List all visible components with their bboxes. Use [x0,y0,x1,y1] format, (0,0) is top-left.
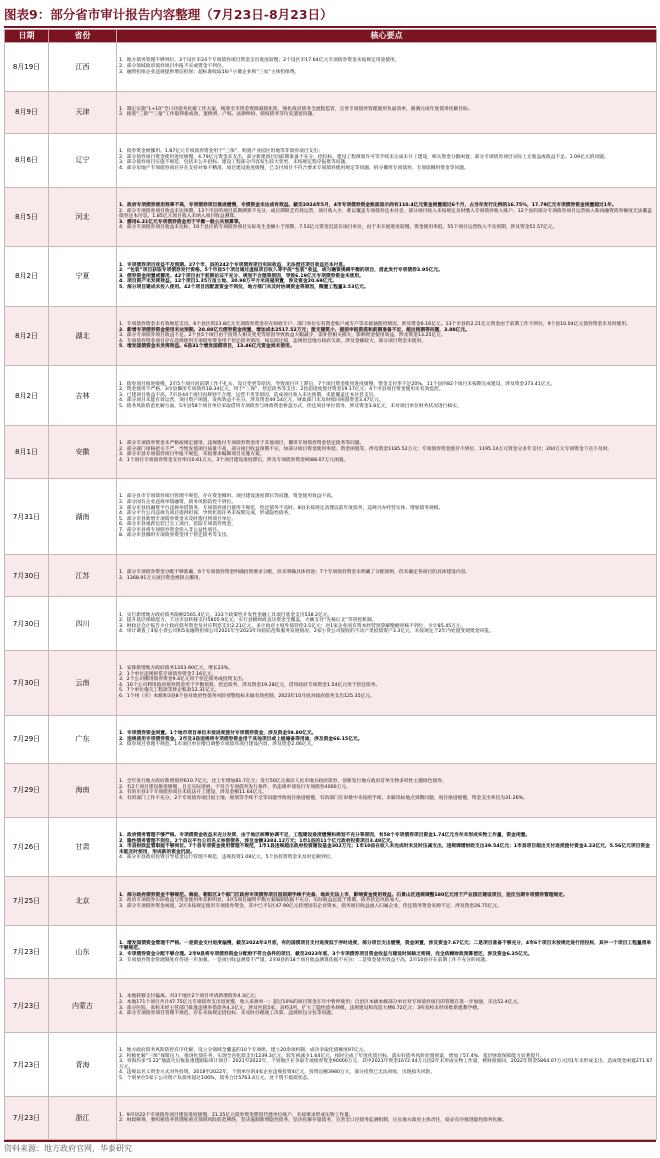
table-row [5,247,657,307]
row-content [117,425,657,479]
row-date: 7月29日 [5,715,49,764]
header-content: 核心要点 [117,30,657,43]
content-line: 1．安排新增地方政府债务1203.90亿元，增长23%。 [119,666,233,672]
row-region: 天津 [49,91,117,134]
row-content [117,306,657,366]
row-region: 广东 [49,715,117,764]
row-region: 辽宁 [49,134,117,188]
content-line: 4．项目资产未发挥效益。12个项目1.35万亩土地、30.98万平方米房屋闲置，涉及资金20.69亿元。 [119,279,337,285]
content-line: 2．本地171个项目共计47.75亿元专项债券支出进度慢，收入来源单一；超过10%的项目资金在年中暂停使用；自治区本级本级部分单位对专项债券项目的管理在进一步加强，未达52.4亿元。 [119,1000,523,1006]
content-line: 1．专项债券资金闲置。1个地市项目单位未按进度拨付专项债券资金，涉及资金59.80亿元。 [119,731,317,737]
row-region: 内蒙古 [49,979,117,1033]
row-date: 7月23日 [5,925,49,979]
content-line: 3．财政总会计报告少计政府债务资金及对应利息支出2.21亿元，多计政府主权外债待偿3.5亿元；对1家企业国有资本经营预算解缴额审核不到位，少计85.45万元。 [119,623,466,629]
table-row [5,134,657,188]
row-content [117,651,657,716]
row-date: 7月25日 [5,877,49,926]
table-row [5,187,657,247]
content-line: 3．有的市县3个专项债券项目未依法开工建设，涉及金额11.64亿元。 [119,790,267,796]
content-line: 5．个别单位5家子公司资产负债率超过100%，债务合计5763.4万元，处于资不抵债状态。 [119,1075,312,1081]
content-line: 5．部分项目建成未投入使用。42个项目因配套资金不到位，地方部门未及时协调资金等原因，搁置工程量3.53亿元。 [119,284,369,290]
title-rule [4,26,656,28]
content-line: 2．推进“三新”“三量”工作取得新成效，置换到、产权、法律纠纷、债权债务等历史遗留问题。 [119,112,318,118]
content-line: 2．1368.91万元项目资金被挤占挪用。 [119,575,204,581]
row-content [117,247,657,307]
content-line: 3．债券资金闲置或挪用。42个项目由于前期论证不充分、规划不合理等原因，导致6.19亿元专项债券资金未使用。 [119,273,364,279]
table-row [5,764,657,818]
row-date: 8月2日 [5,247,49,307]
table-row [5,925,657,979]
table-row [5,979,657,1033]
row-content [117,366,657,426]
content-line: 1．部分县市专项债券项目管理不规范，存在资金挪用、项目建设进度滞后等问题，资金使用效益不高。 [119,494,336,500]
row-content [117,1032,657,1097]
content-line: 2．违规使用专项债券资金。2市及3县违规将专项债券资金用于其他项目或上级储备等用途，涉及资金66.15亿元。 [119,736,363,742]
row-date: 8月5日 [5,187,49,247]
table-row [5,91,657,134]
table-row [5,306,657,366]
row-date: 8月9日 [5,91,49,134]
table-row [5,651,657,716]
content-line: 2．部分专项债券项目收益未达预期，13个市县的项目前期测算不充分，或后期缺乏有效运营，项目收入少，难以覆盖专项债券还本付息，部分项目收入未按规定及时缴入专项债券收入账户。12个县的部分专项债券项目运营收入和再融资债券额度无法覆盖债券还本付息。1.85亿元项目收入未纳入项目收益测算。 [119,208,652,220]
row-content [117,925,657,979]
content-line: 3．部分专项债券资金闲置。2区未按规定使用专项债券资金，其中已平1区47.90亿元转增国有企业资本，债务项目收益流入归属企业，偿还债务资金来源不足，涉及资金26.75亿元。 [119,903,503,909]
content-line: 6．部分市县重新包装已完工项目，套取专项债券资金。 [119,522,237,528]
row-date: 7月26日 [5,817,49,877]
content-line: 1．地方债务管理不够到位。3个设区市24个专项债券项目资金支出进度较慢；2个设区市17.64亿元专项债券资金未按规定用途使用。 [119,58,400,64]
content-line: 4．部分项目未能有效运营，项目资产闲置，发挥效益不充分。涉及资金49.54亿元，财政部门未及时收回闲置资金3.47亿元。 [119,398,384,404]
row-region: 吉林 [49,366,117,426]
content-line: 2．财政统筹，要织密债务管理和重点领域风险防范网络，坚决遏制新增隐性债务，坚决化解存量债务，完善全口径债务监测机制，压实地方政府主体责任，稳妥有序推进隐性债务化解。 [119,1118,507,1124]
row-content [117,479,657,555]
row-date: 8月2日 [5,366,49,426]
content-line: 7．部分市县将专项债券资金投入非公益性项目。 [119,527,222,533]
content-line: 4．部分平台公司违规为项目提供担保，导致化债任务未按期完成，形成隐性债务。 [119,511,294,517]
content-line: 2．提升基层保障能力，下达市县转移支付5805.9亿元，实行县级财政直达资金全覆盖，大额支付“先核后支”等管控机制。 [119,618,377,624]
content-line: 1．全年发行地方政府新增债券610.7亿元，比上年增加81.7亿元；发行50亿元离岸人民币地方政府债券，创新发行地方政府首单生物多样性主题绿色债券。 [119,779,447,785]
content-line: 2．隐性债务管理不到位。2个县以平台公司名义举借债务，涉及金额3383.12万元；1市1县的11个亿元政府投资项目3.48亿元。 [119,838,396,844]
content-line: 4．有的部门工作不充分，2个专项债券项目因土地、规划等手续不全等问题导致项目推进缓慢，有的部门在审批中未按照手续、未解决标地点到期问题，项目推进缓慢，资金支出率仅为31.26%。 [119,795,528,801]
content-line: 1．增发国债资金管理不严格。一是资金支付进度偏慢，截至2024年3月底，有的国债项目支付进度低于序时进度，部分项目支出缓慢，资金闲置，涉及资金7.67亿元；二是项目准备不够充分，4市6个项目未按规定进行招投标，其中一个项目工程量清单不够规范。 [119,940,652,952]
row-region: 云南 [49,651,117,716]
table-row [5,715,657,764]
content-line: 1．债券项目推进缓慢。2市5个项目因前期工作不扎实，设计变更等原因，导致项目开工滞后，7个项目资金使用进度缓慢，资金支付率不足20%，11个县的82个项目未按期完成建设，涉及资金373.41亿元。 [119,381,556,387]
row-region: 江苏 [49,554,117,597]
content-line: 1．债券资金被挪用。1.87亿元专项债券资金用于“三保”、购置产业园区用地等非债券项目支出； [119,149,323,155]
content-line: 3．挪用6.31亿元专项债券资金用于平衡一般公共预算等。 [119,219,244,225]
row-region: 北京 [49,877,117,926]
row-date: 7月29日 [5,764,49,818]
content-line: 1．专项债券资金未有效规范支出。6个县区的23.8亿元专项债券资金存在财政专户、部门单位实有资金账户或专户等未接通使用情况，涉及资金6.16亿元。13个市县的2.21亿元资金由于前期工作不到位，9个县10.04亿元债券资金未及时使用。 [119,322,631,328]
row-content [117,715,657,764]
table-row [5,1097,657,1140]
content-line: 3．部分债券项目实施不规范，包括未公开招标、建设工程部分内容发生较大变更、未按规定程序报批等问题。 [119,160,351,166]
row-region: 宁夏 [49,247,117,307]
table-row [5,366,657,426]
table-row [5,817,657,877]
header-date: 日期 [5,30,49,43]
row-region: 甘肃 [49,817,117,877]
row-region: 青海 [49,1032,117,1097]
content-line: 5．部分市县新增专项债券资金未及时拨付到项目单位。 [119,516,237,522]
row-region: 山东 [49,925,117,979]
content-line: 3．部分专项债券项目收益不足。2个县5个项目由于投资人相关变更等原因导致收益大幅减少，需补偿相关损失，影响资金使用效益，涉及资金13.25亿元。 [119,333,446,339]
content-line: 1．实行新增地方政府债务限额2565.4亿元，333个政策性开发性金融工具项目基金支出538.2亿元。 [119,612,333,618]
content-line: 2．部分债券项目资金使用进度缓慢，4.79亿元资金未支出，部分新建项目因前期准备不充分、招投标、建设工程规划许可等手续未完成未开工建设，相关资金分散闲置；部分专项债券项目实际上无收益或收益不足。1.09亿元的问题。 [119,154,609,160]
content-line: 5．债务风险防范化解方面。5市县58个项目单位采取借用专项债券与财政资金拼盘方式，偿还项目单位债务，涉及资金3.8亿元，未对项目单位财务状况进行核实。 [119,403,462,409]
content-line: 6．1个州（市）本级和3县8个县对政府性债务风险预警指标未做有效控制，2023年10月底对政府债务支出125.35亿元。 [119,693,375,699]
row-content [117,877,657,926]
content-line: 4．部分专项债券项目管理不规范，存在未按规定招投标、未及时办理竣工决算、违规转包分包等问题。 [119,1011,336,1017]
content-line: 3．2个公司挪用债券资金9.4亿元用于偿还债务或投资支出。 [119,677,247,683]
table-row [5,877,657,926]
content-line: 3．融资担保企业违规提供增信担保；超标准收取16户小微企业和“三农”主体担保费。 [119,69,300,75]
content-line: 1．9市县22个专项债券项目建设进度缓慢，21.25亿元债券资金滞留代建单位账户，未按要求形成实物工作量。 [119,1112,354,1118]
content-line: 1．专项债券项目收益不及预期。27个市、县的242个专项债券项目实际收益，无法偿还项目收益还本付息。 [119,262,348,268]
row-region: 湖南 [49,479,117,555]
row-content [117,134,657,188]
row-content [117,1097,657,1140]
row-region: 湖北 [49,306,117,366]
content-line: 2．1个单位违规拆借专项债券资金7.16亿元。 [119,671,217,677]
content-line: 2．积极化解“三保”保障压力，推进化债任务，实现全省化债支出1239.3亿元，较年初减少1.64亿元，按时完成了年度化债目标，落实好债务风险处置预案，增加了57.4%，基层财政保障能力显著提升。 [119,1053,545,1059]
row-region: 河北 [49,187,117,247]
row-content [117,597,657,651]
content-line: 1．部分政府债券资金不够规范。海淀、朝阳区3个部门区政府专项债券项目因前期手续不完备、地块无法上市，影响资金使用效益。石景山区违规调整180亿元用于产业园区建设项目，违反当期专项债券管理规定。 [119,892,568,898]
row-date: 7月31日 [5,479,49,555]
content-line: 2．有2个项目建设推进缓慢，且无实际进展，不符合专项债券发行条件，仍违规申请发行专项债券4000万元。 [119,784,351,790]
content-line: 4．部分专项债券项目收益未达标，10个县区的专项债券项目实际发生金额小于预期，7.53亿元资金沉淀在项目单位，由于未开展进度较慢、资金使用率低，55个项目运营收入不及预期，涉及资金51.57亿元。 [119,225,558,231]
content-line: 3．市县财政监管职能不够到位。7个县专项资金使用管理不规范，1市1县违规超出政府投资建设基金302万元；1市10县在收入未完成时未及时压减支出，违规调增财政支出39.54亿元；1市县项目超出支付进度拨付资金3.23亿元，5.56亿元项目资金未能及时使用，形成新的资金沉淀。 [119,844,650,855]
content-line: 4．部分市县政府投资引导基金运行管理不规范，违规投资1.08亿元、5个县投资资金未及时足额到位。 [119,855,336,861]
content-line: 4．部分房地产专项债券项目存在支持对象不精准，项目建设进度缓慢，已支付项目不符合要求专项债券使用规定等问题，拆分挪用专项债券、专项债挪用资金等问题。 [119,165,469,171]
content-line: 1．部分专项债券资金分配不够准确，6个专项债券资金明确投资要求分配，但未明确具体用途；7个专项债券资金未明确了分配原则，但未确定各项目的具体建设内容。 [119,570,471,576]
content-line: 2．“包装”项目获取专项债券发行资格。5个市县5个项目通过虚报项目收入等手段“包装”收益，或与融资规模平衡的项目，借此发行专项债券3.95亿元。 [119,268,443,274]
content-line: 4．1个项目专项债券资金支付率仅0.61万元，3个项目建设进度滞后，涉及专项债券资金9588.07万元闲置。 [119,457,349,463]
content-line: 3．部分医院、高校未经主管部门批准违规举借债务4.3亿元，涉及医院5家、高校3所，扩大了隐性债务规模，违规建设和改造大楼6.72亿元；3所高校未经审批新建教学楼。 [119,1005,482,1011]
row-content [117,187,657,247]
content-line: 2．新增专项债券资金使用未达预期。20.88亿元债券资金闲置，增加成本2517.52万元；拨支建筑小、提前申报资质和前期准备不足、超出预期等问题，3.88亿元。 [119,327,470,333]
audit-report-table [4,29,657,1140]
content-line: 8．部分市县挪用专项债券资金用于偿还债务等支出。 [119,533,232,539]
row-date: 7月30日 [5,597,49,651]
row-date: 8月6日 [5,134,49,188]
content-line: 2．资金使用不严格。3市县挪用专项债券18.34亿元，用于“三保”、偿还债务等支出；2县超进度拨付资金19.17亿元；4个市县项目资金使用未有效监控。 [119,387,444,393]
content-line: 3．部分市县投融资平台违规举借债务，专项债券项目使用不规范，偿还债务不及时。8县未按规定清理以前年度债务，违规兴办经营实体、增加债务规模。 [119,505,444,511]
content-line: 4．审计调查了4家小贷公司和5家融资担保公司2021年至2023年风险防范和服务发展情况。2家小贷公司接收的不动产类抵债资产3.3亿元，未按规定于2年内处置变现资金回笼。 [119,629,494,635]
row-content [117,43,657,92]
table-row [5,554,657,597]
content-line: 3．债券项目管理不规范，1市项目单位擅自调整专项债券项目建设内容，涉及资金2.06亿元。 [119,742,317,748]
row-date: 7月23日 [5,979,49,1033]
content-line: 1．政府债务管理不够严格。专项债资金收益未充分发挥，由于地区统筹协调不足，工程建设进度缓慢和规划不充分等原因，有58个专项债券项目资金1.74亿元当年未形成实物工作量，资金闲置。 [119,833,531,839]
content-line: 3．部分市县专项债券项目申报不规范，未按要求编制项目实施方案。 [119,452,265,458]
content-line: 2．专项债券资金分配不够合理。2市9县将专项债券资金分配给不符合条件的项目，截至2023年底，3个专项债券项目资金收益与建设时间缺乏衔接，完全依赖财政预算偿还，涉及资金6.35亿元。 [119,952,533,958]
figure-title: 图表9：部分省市审计报告内容整理（7月23日-8月23日） [4,7,333,22]
row-content [117,91,657,134]
row-content [117,979,657,1033]
content-line: 1．制定实施“1+10”全口径债务化解工作方案，统筹全市资金资源减债化险，强化政府债务全流程监管，完善专项债券管理使用负面清单，圆满完成年度债务化解目标。 [119,106,473,112]
content-line: 2．部分国有企业违规举债融资，债务风险防控不到位。 [119,500,237,505]
row-region: 安徽 [49,425,117,479]
row-date: 8月19日 [5,43,49,92]
content-line: 3．青海玛多“5.22”地震灾后恢复重建跟踪审计项目：2021至2022年，个别地区在争取专项债券资金90000万元，其中2021年资金1672.44万元因2年未形成实物工作量，被财政收回，2022年资金5864.07万元因1年未形成支出，造成资金闲置271.67万元。 [119,1059,653,1070]
content-line: 4．10个公司利用政府债券资金用于平衡预算、偿还债务，涉及资金19.28亿元，借用政府专项资金1.54亿元用于偿还债务。 [119,682,381,688]
content-line: 1．地方政府债务风险防控有序化解，设立分领域全覆盖的10个专项组，建立20余项机制，成功争取化债额度97亿元。 [119,1047,369,1053]
row-date: 7月23日 [5,1032,49,1097]
row-date: 8月2日 [5,306,49,366]
content-line: 4．专项债券资金项目存在违规使用专项债券资金用于偿还债务情况，如以债还债，违规偿还地方政府欠款，涉及金额较大，部分项目资金未使用。 [119,338,427,344]
row-content [117,764,657,818]
table-row [5,425,657,479]
row-region: 海南 [49,764,117,818]
content-line: 2．政府专项债券实际收益与资金使用率差距明显，3区5项目融资平衡方案编制依据不充分，实际收益远低于预期，债务偿还风险加大。 [119,898,404,904]
content-line: 3．已建项目收益不高。7市县44个项目因规划不合理、运营不善等原因，造成项目收入未达预期，未能覆盖还本付息支出。 [119,392,379,398]
table-header-row [5,30,657,43]
content-line: 4．违规以名义资金方式对外投资。2018至2022年，个别单位的4家企业违规投资4亿元，投资总额3980万元，部分投资已无法回收，出现损失风险。 [119,1070,436,1076]
content-line: 2．部分部门审核把关不严，导致发债项目质量不高，部分项目收益预期不实，如部分项目资金使用率低、资金闲置等，涉及资金1185.52万元；专项债券资金拨付不到位，1195.14万元资金分多年支付；204万元专项资金下达不及时。 [119,446,613,452]
row-region: 四川 [49,597,117,651]
content-line: 3．专项债券资金管理制度有待进一步加强。一是项目收益测算不严谨，2市8县的18个项目收益测算依据不充分；二是资金使用效益不高，2市10县存在前期工作不充分的问题。 [119,957,490,963]
table-row [5,43,657,92]
table-row [5,597,657,651]
content-line: 5．增发国债资金未发挥效益。6县31个增发国债项目，13.46亿元资金尚未使用。 [119,344,295,350]
content-line: 2．部分领域政府债券项目申报不实或资金不到位。 [119,64,227,69]
content-line: 1．部分专项债券资金未严格按规定使用，违规拨付专项债券资金用于其他项目，挪用专项债券资金偿还债务等问题。 [119,441,365,446]
row-date: 7月30日 [5,554,49,597]
table-row [5,1032,657,1097]
row-date: 7月23日 [5,1097,49,1140]
table-row [5,479,657,555]
header-region: 省份 [49,30,117,43]
source-note: 资料来源：地方政府官网，华泰研究 [4,1144,132,1153]
row-content [117,817,657,877]
row-date: 7月30日 [5,651,49,716]
row-date: 8月1日 [5,425,49,479]
content-line: 1．本地转移支付偏离。对3个地区2个项目申请新增债券4.3亿元； [119,994,260,1000]
content-line: 1．政府专项债券使用效率不高，专项债券项目推进缓慢，专债资金未达成有效益。截至2024年5月，4市专项债券资金账面显示尚有110.4亿元资金闲置超过6个月，占当年发行比例的16.75%，17.79亿元专项债券资金闲置超过1年。 [119,203,617,209]
row-region: 江西 [49,43,117,92]
row-content [117,554,657,597]
row-region: 浙江 [49,1097,117,1140]
table-body [5,43,657,1140]
content-line: 5．7个单位拖欠工程款等涉企账款12.31亿元。 [119,688,220,694]
